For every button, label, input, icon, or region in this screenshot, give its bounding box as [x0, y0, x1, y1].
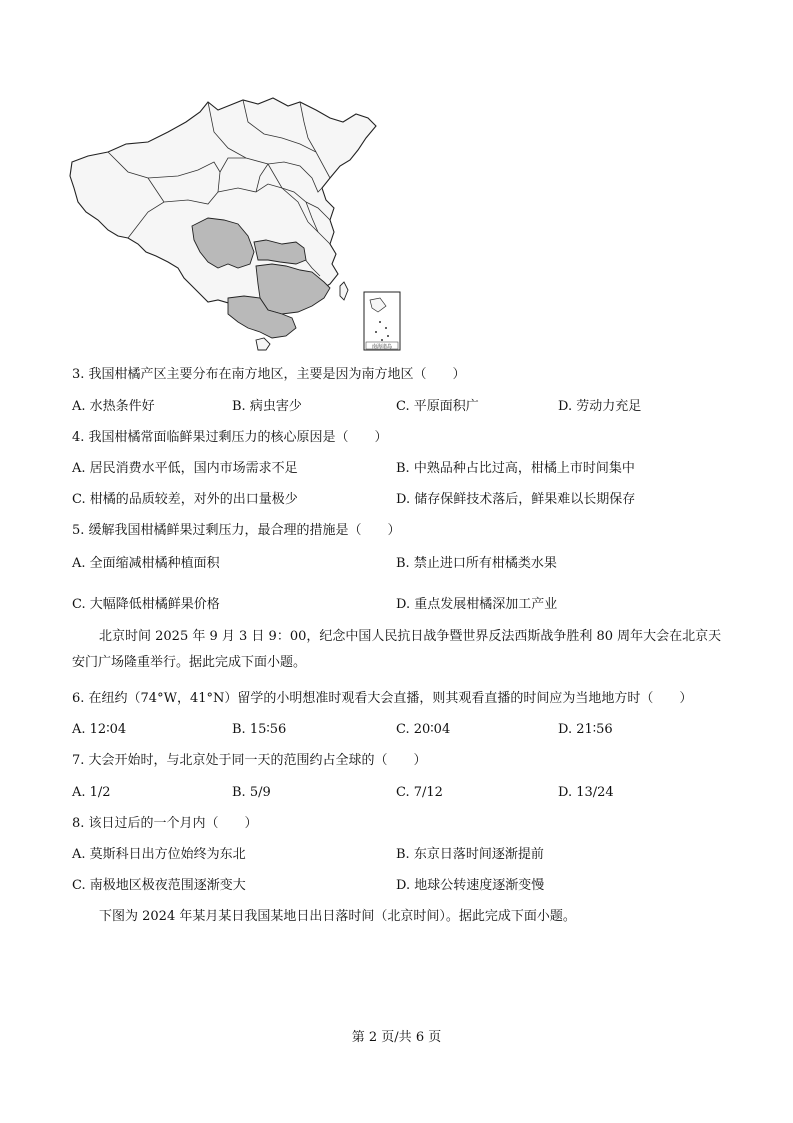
- q4-option-d: D. 储存保鲜技术落后，鲜果难以长期保存: [396, 492, 636, 507]
- q8-option-c: C. 南极地区极夜范围逐渐变大: [72, 878, 246, 893]
- q5-option-a: A. 全面缩减柑橘种植面积: [72, 556, 220, 571]
- china-outline: [70, 98, 376, 308]
- question-7-stem: 7. 大会开始时，与北京处于同一天的范围约占全球的（ ）: [72, 753, 427, 768]
- q3-option-d: D. 劳动力充足: [558, 399, 642, 414]
- chongqing-hubei-region: [254, 240, 306, 264]
- q5-option-b: B. 禁止进口所有柑橘类水果: [396, 556, 557, 571]
- q7-option-c: C. 7/12: [396, 785, 443, 800]
- q6-option-b: B. 15∶56: [232, 722, 287, 737]
- q7-option-b: B. 5/9: [232, 785, 271, 800]
- q5-option-c: C. 大幅降低柑橘鲜果价格: [72, 597, 220, 612]
- hainan-island: [256, 338, 270, 350]
- q3-option-b: B. 病虫害少: [232, 399, 302, 414]
- taiwan-island: [340, 282, 348, 300]
- q8-option-b: B. 东京日落时间逐渐提前: [396, 847, 544, 862]
- question-3-stem: 3. 我国柑橘产区主要分布在南方地区，主要是因为南方地区（ ）: [72, 367, 466, 382]
- q6-option-a: A. 12∶04: [72, 722, 127, 737]
- q7-option-a: A. 1/2: [72, 785, 111, 800]
- q4-option-a: A. 居民消费水平低，国内市场需求不足: [72, 461, 298, 476]
- q8-option-d: D. 地球公转速度逐渐变慢: [396, 878, 545, 893]
- q4-option-c: C. 柑橘的品质较差，对外的出口量极少: [72, 492, 298, 507]
- context-paragraph-beijing: 北京时间 2025 年 9 月 3 日 9：00，纪念中国人民抗日战争暨世界反法西斯战争胜利 80 周年大会在北京天安门广场隆重举行。据此完成下面小题。: [72, 629, 722, 670]
- q4-option-b: B. 中熟品种占比过高，柑橘上市时间集中: [396, 461, 635, 476]
- q3-option-a: A. 水热条件好: [72, 399, 155, 414]
- question-4-stem: 4. 我国柑橘常面临鲜果过剩压力的核心原因是（ ）: [72, 430, 388, 445]
- q6-option-c: C. 20∶04: [396, 722, 451, 737]
- china-citrus-map: [68, 92, 408, 354]
- q5-option-d: D. 重点发展柑橘深加工产业: [396, 597, 558, 612]
- question-6-stem: 6. 在纽约（74°W，41°N）留学的小明想准时观看大会直播，则其观看直播的时间应为当地地方时（ ）: [72, 691, 693, 706]
- q8-option-a: A. 莫斯科日出方位始终为东北: [72, 847, 246, 862]
- page-number: 第 2 页/共 6 页: [351, 1030, 442, 1045]
- inset-label: 南海诸岛: [371, 344, 393, 350]
- context-paragraph-sunrise: 下图为 2024 年某月某日我国某地日出日落时间（北京时间）。据此完成下面小题。: [99, 909, 576, 924]
- q7-option-d: D. 13/24: [558, 785, 614, 800]
- question-5-stem: 5. 缓解我国柑橘鲜果过剩压力，最合理的措施是（ ）: [72, 523, 401, 538]
- question-8-stem: 8. 该日过后的一个月内（ ）: [72, 816, 258, 831]
- china-map-svg: [68, 92, 408, 354]
- q6-option-d: D. 21∶56: [558, 722, 613, 737]
- q3-option-c: C. 平原面积广: [396, 399, 479, 414]
